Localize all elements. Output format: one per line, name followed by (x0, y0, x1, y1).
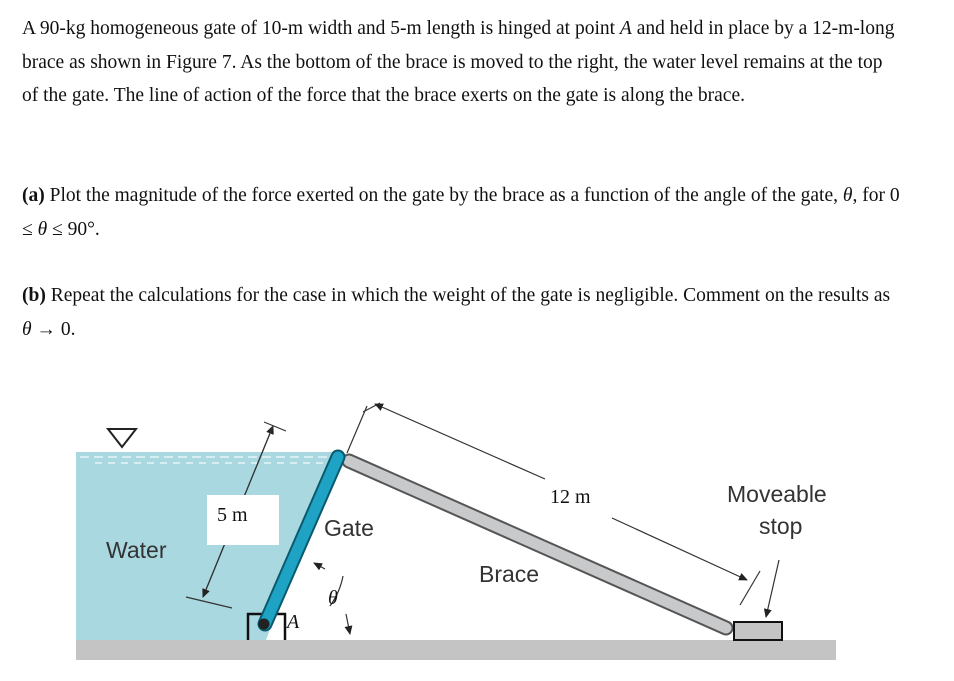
gate-brace-figure (0, 380, 954, 681)
problem-paragraph-intro (22, 12, 902, 113)
part-a-text-3: ≤ 90°. (47, 218, 100, 240)
problem-paragraph-part-a (22, 179, 902, 246)
intro-text-2: and held in place by a 12-m-long brace as shown in Figure 7. As the bottom of the brace is moved to the right, the water level remains at the top of the gate. The line of action of the force that the brace exerts on the gate is along the brace. (22, 18, 895, 106)
part-a-text-1: Plot the magnitude of the force exerted on the gate by the brace as a function of the angle of the gate, (44, 185, 843, 206)
water-label: Water (106, 537, 167, 563)
brace-label: Brace (479, 561, 540, 587)
gate-label: Gate (324, 515, 374, 541)
moveable-stop-label: Moveable (727, 481, 827, 507)
part-a-text-2: , for 0 ≤ (22, 185, 900, 240)
moveable-stop-block (734, 622, 782, 640)
brace-length-label: 12 m (550, 486, 591, 508)
problem-paragraph-part-b (22, 279, 902, 346)
dimension-tick (264, 422, 286, 431)
angle-label: θ (328, 587, 338, 609)
hinge-label: A (287, 611, 300, 633)
brace-length-tick (740, 571, 760, 605)
theta-symbol: θ (22, 318, 32, 340)
part-b-text-2: → 0. (31, 318, 76, 340)
theta-symbol: θ (37, 218, 48, 240)
angle-arrow (314, 563, 325, 569)
hinge-pin (259, 619, 270, 630)
part-b-label: (b) (22, 285, 46, 306)
brace-length-dimension-line (375, 404, 545, 479)
angle-arrow (346, 614, 350, 634)
moveable-stop-leader (766, 560, 779, 617)
moveable-stop-label: stop (759, 513, 803, 539)
gate-length-label: 5 m (217, 504, 248, 526)
part-b-text-1: Repeat the calculations for the case in which the weight of the gate is negligible. Comment on the results as (45, 285, 891, 306)
ground (76, 640, 836, 660)
point-a-symbol: A (619, 18, 632, 39)
free-surface-icon (108, 429, 136, 447)
brace-length-dimension-line (612, 518, 747, 580)
brace-length-tick (347, 406, 367, 453)
intro-text-1: A 90-kg homogeneous gate of 10-m width and 5-m length is hinged at point (22, 18, 620, 39)
part-a-label: (a) (22, 185, 45, 206)
theta-symbol: θ (842, 185, 853, 206)
